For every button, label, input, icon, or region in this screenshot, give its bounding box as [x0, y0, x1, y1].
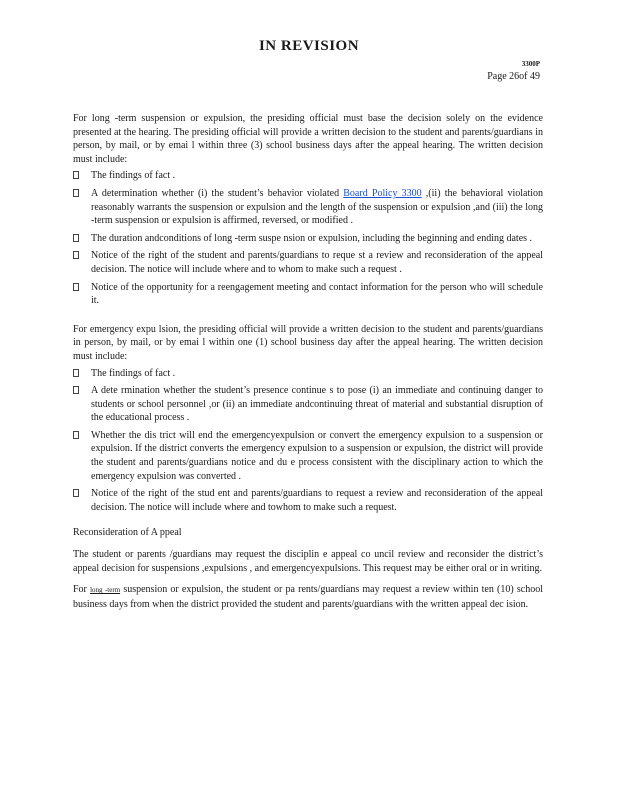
long-term-review-paragraph: For long -term suspension or expulsion, the student or pa rents/guardians may request a review within ten (10) school business days from when the district provided the student and parents/guardians with the written appeal dec ision.	[73, 584, 543, 610]
document-body	[73, 112, 543, 611]
list-item: Whether the dis trict will end the emergencyexpulsion or convert the emergency expulsion to a suspension or expulsion. If the district converts the emergency expulsion to a suspension or expulsion, the district will provide the student and parents/guardians notice and du e process consistent with the disciplinary action to which the emergency expulsion was converted .	[73, 429, 543, 483]
emergency-intro: For emergency expu lsion, the presiding official will provide a written decision to the student and parents/guardians in person, by mail, or by emai l within one (1) school business day after the appeal hearing. The written decision must include:	[73, 323, 543, 362]
bullet-icon	[73, 386, 79, 394]
list-item: Notice of the right of the stud ent and parents/guardians to request a review and reconsideration of the appeal decision. The notice will include where and towhom to make such a request.	[73, 487, 543, 514]
bullet-icon	[73, 431, 79, 439]
bullet-icon	[73, 251, 79, 259]
page-title: IN REVISION	[258, 38, 360, 54]
bullet-icon	[73, 171, 79, 179]
list-item: A determination whether (i) the student’s behavior violated Board Policy 3300 ,(ii) the behavioral violation reasonably warrants the suspension or expulsion and the length of the suspension or expulsion ,and (iii) the long -term suspension or expulsion is affirmed, reversed, or modified .	[73, 187, 543, 228]
long-term-list	[73, 169, 543, 307]
bullet-icon	[73, 283, 79, 291]
policy-number: 3300P	[521, 60, 540, 68]
list-item: A dete rmination whether the student’s presence continue s to pose (i) an immediate and continuing danger to students or school personnel ,or (ii) an immediate andcontinuing threat of material and substantial disruption of the educational process .	[73, 384, 543, 425]
bullet-icon	[73, 189, 79, 197]
long-term-underlined: long -term	[90, 586, 121, 595]
list-item: The findings of fact .	[73, 367, 543, 381]
list-item: The findings of fact .	[73, 169, 543, 183]
bullet-icon	[73, 234, 79, 242]
bullet-icon	[73, 489, 79, 497]
list-item: The duration andconditions of long -term suspe nsion or expulsion, including the beginning and ending dates .	[73, 232, 543, 246]
page-number: Page 26of 49	[487, 71, 540, 82]
long-term-intro: For long -term suspension or expulsion, the presiding official must base the decision solely on the evidence presented at the hearing. The presiding official will provide a written decision to the student and parents/guardians in person, by mail, or by emai l within three (3) school business days after the appeal hearing. The written decision must include:	[73, 113, 543, 165]
board-policy-link[interactable]: Board Policy 3300	[343, 187, 422, 199]
list-item: Notice of the right of the student and parents/guardians to reque st a review and reconsideration of the appeal decision. The notice will include where and to whom to make such a request .	[73, 249, 543, 276]
reconsideration-paragraph: The student or parents /guardians may request the disciplin e appeal co uncil review and reconsider the district’s appeal decision for suspensions ,expulsions , and emergencyexpulsions. This request may be either oral or in writing.	[73, 549, 543, 574]
list-item: Notice of the opportunity for a reengagement meeting and contact information for the person who will schedule it.	[73, 281, 543, 308]
bullet-icon	[73, 369, 79, 377]
emergency-list	[73, 367, 543, 515]
reconsideration-heading: Reconsideration of A ppeal	[73, 527, 182, 539]
